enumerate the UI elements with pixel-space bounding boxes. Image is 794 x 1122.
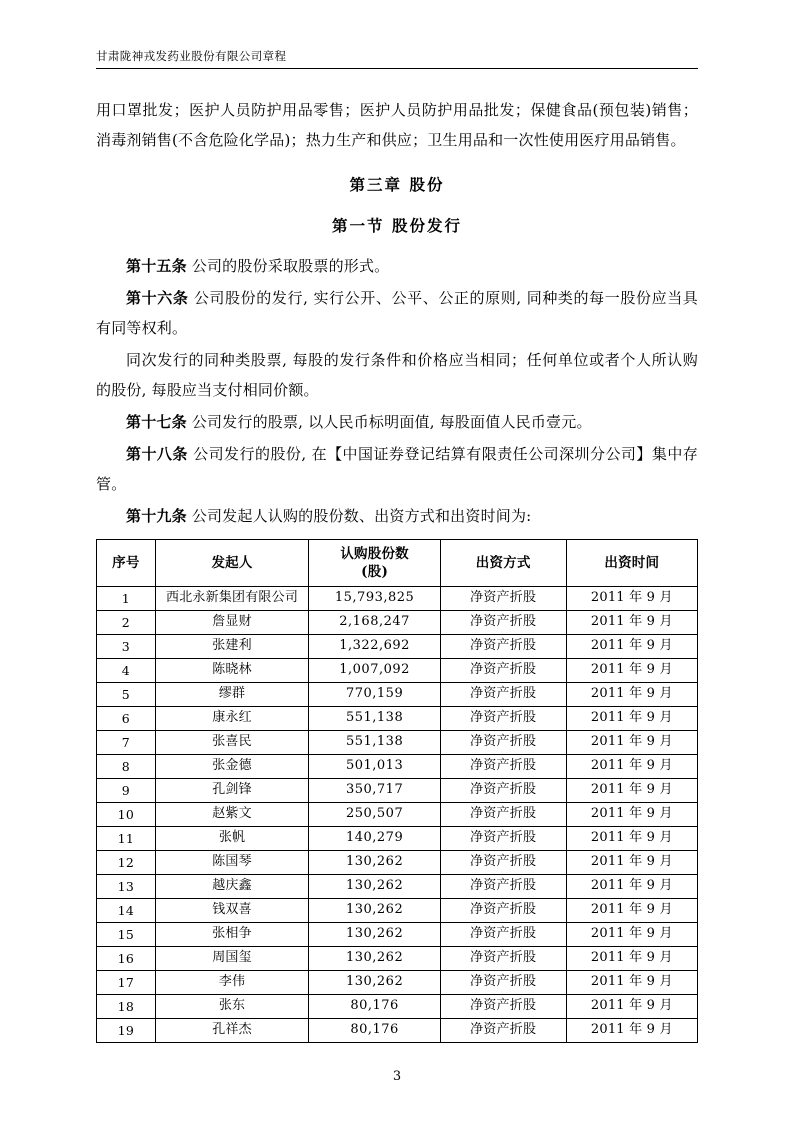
table-row [97,755,698,779]
cell-seq: 14 [97,899,156,923]
cell-founder: 张相争 [155,923,309,947]
cell-time: 2011 年 9 月 [566,923,697,947]
article-paragraph [96,501,698,531]
article-paragraph [96,283,698,343]
article-text: 公司发行的股份, 在【中国证券登记结算有限责任公司深圳分公司】集中存管。 [96,445,699,494]
cell-shares: 130,262 [309,899,440,923]
article-paragraph [96,439,698,499]
cell-method: 净资产折股 [440,707,566,731]
cell-shares: 80,176 [309,995,440,1019]
cell-founder: 詹显财 [155,611,309,635]
cell-shares: 551,138 [309,731,440,755]
cell-founder: 赵紫文 [155,803,309,827]
article-number: 第十八条 [126,445,188,464]
continued-paragraph: 用口罩批发；医护人员防护用品零售；医护人员防护用品批发；保健食品(预包装)销售；消毒剂销售(不含危险化学品)；热力生产和供应；卫生用品和一次性使用医疗用品销售。 [96,101,698,150]
cell-time: 2011 年 9 月 [566,779,697,803]
cell-time: 2011 年 9 月 [566,971,697,995]
table-row [97,611,698,635]
cell-time: 2011 年 9 月 [566,683,697,707]
table-row [97,947,698,971]
cell-shares: 130,262 [309,875,440,899]
table-row [97,995,698,1019]
article-text: 公司发起人认购的股份数、出资方式和出资时间为: [191,507,532,526]
cell-founder: 孔剑锋 [155,779,309,803]
cell-seq: 6 [97,707,156,731]
cell-shares: 1,322,692 [309,635,440,659]
table-row [97,899,698,923]
page-number: 3 [392,1069,402,1084]
column-header-shares-line2: (股) [361,564,389,581]
cell-seq: 9 [97,779,156,803]
cell-time: 2011 年 9 月 [566,731,697,755]
cell-time: 2011 年 9 月 [566,899,697,923]
cell-time: 2011 年 9 月 [566,803,697,827]
cell-founder: 钱双喜 [155,899,309,923]
table-row [97,875,698,899]
cell-shares: 15,793,825 [309,587,440,611]
table-row [97,803,698,827]
cell-seq: 10 [97,803,156,827]
cell-founder: 张建利 [155,635,309,659]
cell-method: 净资产折股 [440,779,566,803]
cell-founder: 缪群 [155,683,309,707]
column-header-shares [309,540,440,587]
cell-method: 净资产折股 [440,875,566,899]
column-header-shares-line1: 认购股份数 [340,545,409,562]
cell-founder: 张帆 [155,827,309,851]
cell-shares: 501,013 [309,755,440,779]
cell-shares: 140,279 [309,827,440,851]
cell-founder: 陈国琴 [155,851,309,875]
cell-method: 净资产折股 [440,827,566,851]
cell-time: 2011 年 9 月 [566,947,697,971]
cell-shares: 551,138 [309,707,440,731]
cell-seq: 19 [97,1019,156,1043]
document-body [96,95,698,1043]
article-text: 公司发行的股票, 以人民币标明面值, 每股面值人民币壹元。 [191,413,592,432]
article-number: 第十六条 [126,289,189,308]
cell-founder: 陈晓林 [155,659,309,683]
cell-seq: 13 [97,875,156,899]
cell-seq: 5 [97,683,156,707]
cell-method: 净资产折股 [440,947,566,971]
table-row [97,587,698,611]
table-row [97,635,698,659]
table-row [97,1019,698,1043]
cell-time: 2011 年 9 月 [566,995,697,1019]
cell-founder: 张东 [155,995,309,1019]
table-row [97,971,698,995]
table-row [97,923,698,947]
cell-method: 净资产折股 [440,803,566,827]
table-row [97,827,698,851]
cell-time: 2011 年 9 月 [566,827,697,851]
cell-seq: 2 [97,611,156,635]
cell-seq: 12 [97,851,156,875]
cell-method: 净资产折股 [440,971,566,995]
cell-seq: 18 [97,995,156,1019]
cell-method: 净资产折股 [440,635,566,659]
cell-seq: 4 [97,659,156,683]
cell-time: 2011 年 9 月 [566,587,697,611]
cell-shares: 130,262 [309,947,440,971]
cell-time: 2011 年 9 月 [566,707,697,731]
founders-share-table [96,539,698,1043]
cell-seq: 3 [97,635,156,659]
cell-method: 净资产折股 [440,995,566,1019]
table-row [97,707,698,731]
column-header-method: 出资方式 [440,540,566,587]
article-paragraph [96,345,698,405]
article-paragraph [96,407,698,437]
cell-founder: 周国玺 [155,947,309,971]
article-number: 第十五条 [126,257,187,276]
cell-seq: 17 [97,971,156,995]
chapter-title: 第三章 股份 [349,175,445,195]
article-text: 同次发行的同种类股票, 每股的发行条件和价格应当相同；任何单位或者个人所认购的股份, 每股应当支付相同价额。 [96,351,698,400]
cell-shares: 2,168,247 [309,611,440,635]
cell-founder: 张金德 [155,755,309,779]
cell-method: 净资产折股 [440,851,566,875]
table-row [97,779,698,803]
cell-time: 2011 年 9 月 [566,659,697,683]
table-header [97,540,698,587]
cell-shares: 130,262 [309,851,440,875]
article-text: 公司的股份采取股票的形式。 [191,257,390,276]
cell-time: 2011 年 9 月 [566,1019,697,1043]
cell-founder: 孔祥杰 [155,1019,309,1043]
cell-seq: 11 [97,827,156,851]
cell-method: 净资产折股 [440,899,566,923]
cell-shares: 770,159 [309,683,440,707]
cell-seq: 16 [97,947,156,971]
section-title: 第一节 股份发行 [332,216,462,236]
column-header-founder: 发起人 [155,540,309,587]
cell-time: 2011 年 9 月 [566,611,697,635]
cell-founder: 张喜民 [155,731,309,755]
table-header-row [97,540,698,587]
page-header: 甘肃陇神戎发药业股份有限公司章程 [96,48,698,69]
article-paragraph [96,251,698,281]
cell-method: 净资产折股 [440,611,566,635]
cell-method: 净资产折股 [440,755,566,779]
cell-seq: 8 [97,755,156,779]
cell-method: 净资产折股 [440,731,566,755]
cell-method: 净资产折股 [440,1019,566,1043]
column-header-seq: 序号 [97,540,156,587]
cell-shares: 250,507 [309,803,440,827]
cell-shares: 350,717 [309,779,440,803]
article-number: 第十九条 [126,507,187,526]
cell-method: 净资产折股 [440,683,566,707]
cell-shares: 1,007,092 [309,659,440,683]
table-row [97,851,698,875]
cell-time: 2011 年 9 月 [566,635,697,659]
cell-founder: 康永红 [155,707,309,731]
table-row [97,731,698,755]
table-row [97,683,698,707]
cell-method: 净资产折股 [440,923,566,947]
cell-method: 净资产折股 [440,659,566,683]
cell-seq: 1 [97,587,156,611]
cell-time: 2011 年 9 月 [566,755,697,779]
cell-seq: 15 [97,923,156,947]
cell-time: 2011 年 9 月 [566,875,697,899]
cell-shares: 80,176 [309,1019,440,1043]
table-body [97,587,698,1043]
cell-founder: 李伟 [155,971,309,995]
cell-time: 2011 年 9 月 [566,851,697,875]
cell-shares: 130,262 [309,923,440,947]
table-row [97,659,698,683]
cell-seq: 7 [97,731,156,755]
article-text: 公司股份的发行, 实行公开、公平、公正的原则, 同种类的每一股份应当具有同等权利。 [96,289,698,338]
column-header-time: 出资时间 [566,540,697,587]
cell-founder: 越庆鑫 [155,875,309,899]
cell-shares: 130,262 [309,971,440,995]
cell-founder: 西北永新集团有限公司 [155,587,309,611]
article-number: 第十七条 [126,413,187,432]
cell-method: 净资产折股 [440,587,566,611]
